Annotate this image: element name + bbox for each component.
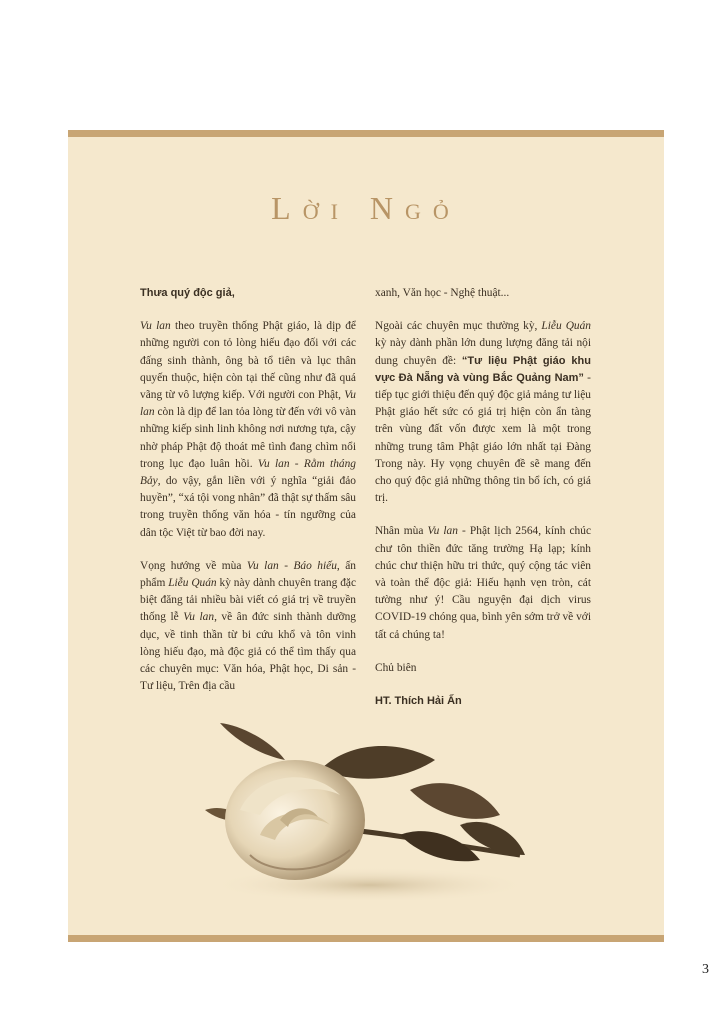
editor-signature: HT. Thích Hải Ấn bbox=[375, 695, 462, 708]
paragraph-special-topic: Ngoài các chuyên mục thường kỳ, Liễu Quán kỳ này dành phần lớn dung lượng đăng tải nội dung chuyên đề: “Tư liệu Phật giáo khu vực Đà Nẵng và vùng Bắc Quảng Nam” - tiếp tục giới thiệu đến quý độc giả mảng tư liệu Phật giáo hết sức có giá trị hiện còn ẩn tàng trên vùng đất vốn được xem là một trong những trung tâm Phật giáo lớn nhất tại Đàng Trong này. Hy vọng chuyên đề sẽ mang đến cho quý độc giả những thông tin bổ ích, có giá trị. bbox=[375, 320, 592, 505]
paragraph-issue-content: Vọng hướng về mùa Vu lan - Báo hiếu, ấn phẩm Liễu Quán kỳ này dành chuyên trang đặc biệt đăng tải nhiều bài viết có giá trị về truyền thống lễ Vu lan, về ân đức sinh thành dưỡng dục, về tinh thần từ bi cứu khổ và tôn vinh lòng hiếu đạo, mà độc giả có thể tìm thấy qua các chuyên mục: Văn hóa, Phật học, Di sản - Tư liệu, Trên địa cầu bbox=[140, 559, 356, 693]
paragraph-wishes: Nhân mùa Vu lan - Phật lịch 2564, kính chúc chư tôn thiền đức tăng trường Hạ lạp; kính chúc chư thiện hữu tri thức, quý cộng tác viên và toàn thể độc giả: Hiếu hạnh vẹn tròn, cát tường như ý! Cầu nguyện đại dịch virus COVID-19 chóng qua, bình yên sớm trở về với tất cả chúng ta! bbox=[375, 525, 591, 641]
top-decorative-band bbox=[68, 130, 664, 137]
paragraph-continued: xanh, Văn học - Nghệ thuật... bbox=[375, 287, 510, 299]
bottom-decorative-band bbox=[68, 935, 664, 942]
paragraph-vu-lan-meaning: Vu lan theo truyền thống Phật giáo, là dịp để những người con tỏ lòng hiếu đạo đối với các đấng sinh thành, ông bà tổ tiên và lục thân quyến thuộc, hiện còn tại thế cũng như đã quá vãng từ vô lượng kiếp. Với người con Phật, Vu lan còn là dịp để lan tỏa lòng từ đến với vô vàn những kiếp sinh linh không nơi nương tựa, cậy nhờ pháp Phật độ thoát mê tình đang chìm nổi trong lục đạo luân hồi. Vu lan - Rằm tháng Bảy, do vậy, gắn liền với ý nghĩa “giải đảo huyền”, “xá tội vong nhân” đã thật sự thấm sâu trong truyền thống văn hóa - tín ngưỡng của dân tộc Việt từ bao đời nay. bbox=[140, 320, 356, 539]
salutation: Thưa quý độc giả, bbox=[140, 287, 235, 299]
editor-role: Chủ biên bbox=[375, 661, 417, 674]
page-title: Lời Ngỏ bbox=[271, 190, 461, 226]
left-column bbox=[140, 285, 356, 711]
right-column bbox=[375, 285, 591, 726]
rose-illustration bbox=[200, 715, 540, 900]
page-number: 3 bbox=[702, 962, 709, 977]
